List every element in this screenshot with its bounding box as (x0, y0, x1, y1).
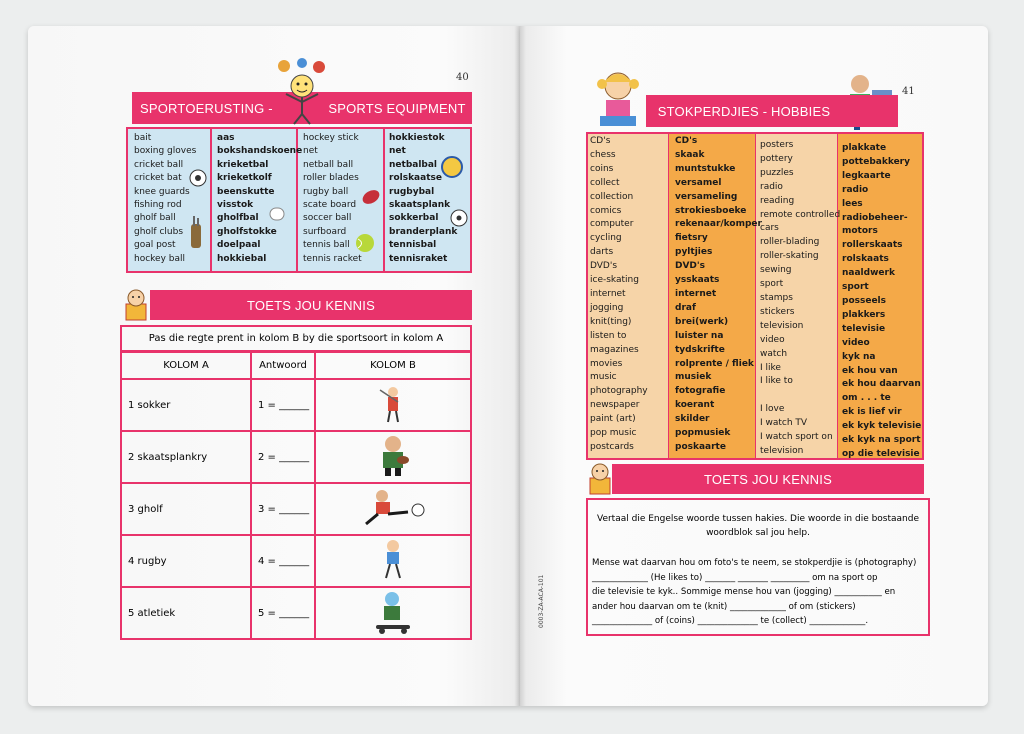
vocab-word: comics (590, 205, 622, 216)
quiz-row-a (121, 379, 251, 431)
vocab-word: gholfbal (217, 213, 259, 224)
soccer-ball-small-icon (446, 208, 472, 228)
quiz-row-a (121, 431, 251, 483)
vocab-word: newspaper (590, 400, 640, 411)
vocab-word: versamel (675, 177, 722, 188)
soccer-player-icon (358, 488, 428, 528)
vocab-word: I watch sport on (760, 432, 833, 443)
vocab-word: tennis ball (303, 240, 350, 251)
vocab-word: skaak (675, 149, 705, 160)
vocab-word: ek hou van (842, 365, 898, 376)
vocab-word: popmusiek (675, 428, 731, 439)
page-number-left: 40 (456, 72, 469, 83)
vocab-word: collect (590, 177, 620, 188)
column-a-header: KOLOM A (121, 352, 251, 379)
vocab-word: I like to (760, 376, 793, 387)
vocab-word: naaldwerk (842, 268, 895, 279)
vocab-word: ek kyk televisie (842, 421, 922, 432)
vocab-word: plakkate (842, 143, 887, 153)
vocab-word: tennisbal (389, 240, 437, 251)
answer-cell[interactable] (251, 431, 315, 483)
paragraph-line: _____________ (He likes to) _______ _______ _________ om na sport op (592, 572, 878, 583)
sport-name: 2 skaatsplankry (128, 451, 208, 463)
vocab-word: motors (842, 226, 878, 237)
vocab-word: tennisraket (389, 253, 448, 264)
vocab-word: bait (134, 133, 152, 143)
vocab-word: posseels (842, 295, 886, 306)
vocab-word: draf (675, 302, 696, 313)
vocab-word: ek hou daarvan (842, 379, 921, 390)
vocab-word: fotografie (675, 386, 726, 397)
vocab-word: radio (760, 181, 783, 192)
sport-name: 4 rugby (128, 555, 167, 567)
afrikaans-hobbies-column-2 (842, 142, 921, 462)
instruction-line-2: woordblok sal jou help. (706, 528, 810, 538)
quiz-row-a (121, 587, 251, 639)
quiz-banner-right: TOETS JOU KENNIS (612, 464, 924, 494)
vocab-word: internet (675, 288, 717, 299)
quiz-instruction-left: Pas die regte prent in kolom B by die sportsoort in kolom A (120, 325, 472, 352)
paragraph-line: ander hou daarvan om te (knit) _____________ of om (stickers) (592, 601, 856, 612)
paragraph-line: ______________ of (coins) ______________ te (collect) _____________. (592, 616, 869, 626)
vocab-word: brei(werk) (675, 316, 729, 327)
vocab-word: CD's (590, 136, 611, 146)
quiz-row-b (315, 535, 471, 587)
vocab-word: rekenaar/komper (675, 219, 762, 230)
answer-blank[interactable]: 2 = ______ (258, 451, 310, 463)
vocab-word: roller blades (303, 173, 359, 184)
vocab-word: krieketkolf (217, 173, 272, 184)
vocab-word: aas (217, 133, 235, 143)
vocab-word: hockey stick (303, 133, 359, 143)
vocab-word: ek kyk na sport (842, 435, 921, 446)
vocab-word: skaatsplank (389, 200, 451, 211)
vocab-word: coins (590, 163, 614, 174)
vocab-word: sewing (760, 265, 792, 276)
vocab-word: strokiesboeke (675, 205, 747, 216)
vocab-word: rolskaatse (389, 173, 442, 184)
quiz-row-b (315, 431, 471, 483)
vocab-word: music (590, 372, 617, 383)
sports-equipment-banner-left: SPORTOERUSTING - (132, 92, 278, 124)
vocab-word: DVD's (675, 261, 706, 272)
vocab-word: hockey ball (134, 253, 186, 264)
instruction-line-1: Vertaal die Engelse woorde tussen hakies. Die woorde in die bostaande (596, 514, 920, 524)
vocab-word: sport (760, 279, 784, 290)
sport-name: 1 sokker (128, 399, 171, 411)
vocab-divider (210, 129, 212, 271)
vocab-word: television (760, 445, 804, 456)
afrikaans-equipment-column-1 (217, 132, 302, 266)
vocab-word: pyltjies (675, 247, 713, 258)
vocab-word: roller-blading (760, 237, 820, 248)
vocab-word: om . . . te (842, 393, 891, 404)
vocab-word: netball ball (303, 159, 354, 170)
vocab-word: goal post (134, 240, 176, 251)
vocab-word: net (303, 146, 318, 157)
vocab-word: net (389, 146, 406, 157)
print-code: 0003-ZA-ACA-101 (538, 574, 545, 628)
sport-name: 5 atletiek (128, 607, 176, 619)
tennis-ball-icon (354, 232, 376, 254)
rugby-player-icon (373, 434, 413, 478)
vocab-word: knit(ting) (590, 316, 632, 327)
skateboarder-icon (368, 589, 418, 635)
vocab-word: internet (590, 288, 626, 299)
vocab-word: watch (760, 348, 788, 359)
answer-blank[interactable]: 5 = ______ (258, 607, 310, 619)
vocab-word: roller-skating (760, 251, 819, 262)
vocab-word: surfboard (303, 226, 347, 237)
vocab-word: rollerskaats (842, 240, 903, 251)
vocab-word: stickers (760, 306, 795, 317)
answer-cell[interactable] (251, 587, 315, 639)
vocab-word: ek is lief vir (842, 407, 902, 418)
rugby-ball-icon (360, 186, 382, 208)
page-number-right: 41 (902, 86, 915, 97)
vocab-word: kyk na (842, 351, 876, 362)
reading-girl-icon (594, 66, 642, 132)
vocab-word: boxing gloves (134, 146, 197, 157)
translation-paragraph[interactable] (592, 556, 926, 629)
vocab-word: television (760, 320, 804, 331)
quiz-row-b (315, 379, 471, 431)
vocab-word: rolskaats (842, 254, 889, 265)
english-equipment-column-2 (303, 132, 362, 266)
vocab-word: photography (590, 386, 648, 397)
golf-bag-icon (186, 214, 206, 250)
vocab-word: video (842, 337, 870, 348)
vocab-word: darts (590, 247, 614, 258)
thinking-child-icon-right (586, 460, 614, 498)
vocab-word: stamps (760, 292, 793, 303)
book-spine (514, 26, 526, 706)
vocab-word: krieketbal (217, 159, 269, 170)
hobbies-banner-extension (842, 95, 898, 127)
vocab-word: musiek (675, 372, 712, 383)
vocab-word: magazines (590, 344, 639, 355)
answer-blank[interactable]: 3 = ______ (258, 503, 310, 515)
paragraph-line: Mense wat daarvan hou om foto's te neem, se stokperdjie is (photography) (592, 558, 917, 568)
vocab-word: fishing rod (134, 200, 182, 211)
golfer-icon (378, 384, 408, 424)
juggling-kid-icon (272, 58, 332, 126)
vocab-word: rugbybal (389, 186, 435, 197)
vocab-word: gholfstokke (217, 226, 277, 237)
vocab-word: hokkiebal (217, 253, 267, 264)
afrikaans-hobbies-column-1 (675, 135, 762, 455)
vocab-word: sport (842, 282, 869, 293)
vocab-word: televisie (842, 323, 886, 334)
vocab-word: visstok (217, 200, 254, 211)
vocab-word: rolprente / fliek (675, 358, 754, 369)
vocab-word: movies (590, 358, 623, 369)
vocab-word: beenskutte (217, 186, 275, 197)
vocab-word: CD's (675, 136, 698, 146)
vocab-word: jogging (590, 302, 624, 313)
vocab-word: pop music (590, 428, 637, 439)
vocab-word: branderplank (389, 226, 458, 237)
matching-quiz-table (120, 351, 472, 640)
vocab-word: versameling (675, 191, 738, 202)
vocab-word: I watch TV (760, 418, 808, 429)
quiz-row-b (315, 587, 471, 639)
vocab-word: reading (760, 195, 795, 206)
vocab-word (760, 389, 840, 403)
vocab-word: cycling (590, 233, 622, 244)
thinking-child-icon (122, 286, 150, 324)
vocab-word: pottery (760, 153, 793, 164)
vocab-word: op die televisie (842, 448, 920, 459)
quiz-row-b (315, 483, 471, 535)
boxing-glove-icon (268, 205, 286, 223)
answer-header: Antwoord (251, 352, 315, 379)
vocab-word: remote controlled (760, 209, 841, 220)
vocab-word: chess (590, 149, 616, 160)
vocab-word: luister na (675, 330, 724, 341)
vocab-word: radio (842, 184, 869, 195)
translation-instructions (590, 512, 926, 540)
vocab-word: doelpaal (217, 240, 261, 251)
vocab-word: gholf ball (134, 213, 176, 224)
answer-cell[interactable] (251, 535, 315, 587)
vocab-word: sokkerbal (389, 213, 439, 224)
english-hobbies-column-1 (590, 135, 648, 455)
answer-blank[interactable]: 1 = ______ (258, 399, 310, 411)
vocab-word: cars (760, 223, 779, 234)
vocab-word: ice-skating (590, 275, 639, 286)
paragraph-line: die televisie te kyk.. Sommige mense hou van (jogging) ___________ en (592, 587, 896, 597)
answer-cell[interactable] (251, 379, 315, 431)
vocab-word: puzzles (760, 167, 794, 178)
vocab-word: ysskaats (675, 275, 720, 286)
vocab-word: knee guards (134, 186, 190, 197)
vocab-word: netbalbal (389, 159, 438, 170)
vocab-word: I love (760, 404, 785, 415)
vocab-word: soccer ball (303, 213, 352, 224)
vocab-word: muntstukke (675, 163, 736, 174)
running-kid-icon (378, 538, 408, 582)
vocab-word: poskaarte (675, 441, 726, 452)
vocab-word: collection (590, 191, 634, 202)
vocab-divider (668, 134, 669, 458)
answer-cell[interactable] (251, 483, 315, 535)
vocab-word: pottebakkery (842, 156, 910, 167)
vocab-word: cricket ball (134, 159, 184, 170)
vocab-word: DVD's (590, 261, 618, 272)
vocab-divider (383, 129, 385, 271)
quiz-row-a (121, 535, 251, 587)
column-b-header: KOLOM B (315, 352, 471, 379)
vocab-word: radiobeheer- (842, 212, 908, 223)
afrikaans-equipment-column-2 (389, 132, 457, 266)
vocab-word: scate board (303, 200, 357, 211)
vocab-word: fietsry (675, 233, 708, 244)
vocab-word: video (760, 334, 785, 345)
vocab-word: legkaarte (842, 170, 891, 181)
vocab-word: paint (art) (590, 414, 636, 425)
vocab-word: cricket bat (134, 173, 182, 184)
vocab-word: tennis racket (303, 253, 362, 264)
vocab-word: listen to (590, 330, 627, 341)
english-hobbies-column-2 (760, 139, 840, 459)
sports-equipment-banner-right: SPORTS EQUIPMENT (322, 92, 472, 124)
sport-name: 3 gholf (128, 503, 163, 515)
vocab-word: postcards (590, 441, 634, 452)
vocab-word: rugby ball (303, 186, 349, 197)
vocab-word: posters (760, 140, 794, 150)
vocab-word: gholf clubs (134, 226, 184, 237)
answer-blank[interactable]: 4 = ______ (258, 555, 310, 567)
vocab-word: bokshandskoene (217, 146, 303, 157)
vocab-word: koerant (675, 400, 715, 411)
vocab-word: skilder (675, 414, 710, 425)
netball-icon (440, 155, 464, 179)
vocab-word: I like (760, 362, 781, 373)
soccer-ball-icon (188, 168, 208, 188)
vocab-word: lees (842, 198, 863, 209)
vocab-word: tydskrifte (675, 344, 725, 355)
hobbies-banner: STOKPERDJIES - HOBBIES (646, 95, 842, 127)
vocab-word: computer (590, 219, 634, 230)
quiz-row-a (121, 483, 251, 535)
quiz-banner-left: TOETS JOU KENNIS (150, 290, 472, 320)
vocab-word: plakkers (842, 309, 886, 320)
vocab-word: hokkiestok (389, 133, 445, 143)
